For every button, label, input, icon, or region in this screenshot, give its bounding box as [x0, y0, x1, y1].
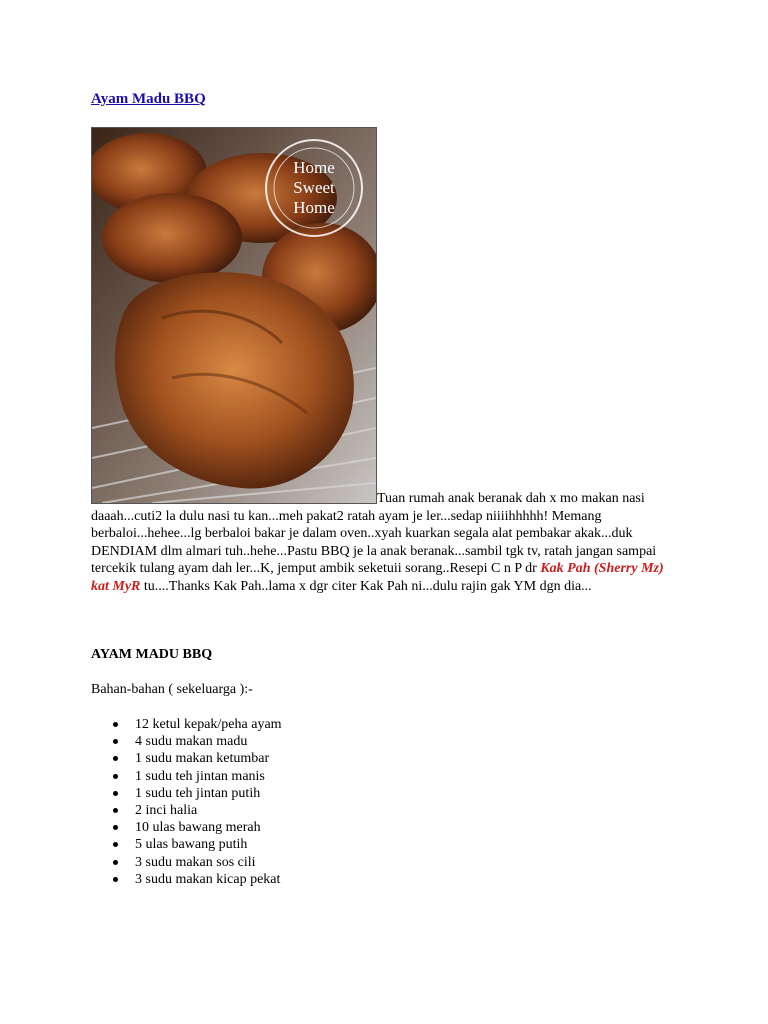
ingredients-list — [91, 716, 282, 888]
bbq-chicken-photo — [91, 127, 377, 504]
recipe-heading: AYAM MADU BBQ — [91, 647, 213, 662]
list-item: 12 ketul kepak/peha ayam — [91, 716, 282, 733]
intro-text-end: tu....Thanks Kak Pah..lama x dgr citer Kak Pah ni...dulu rajin gak YM dgn dia... — [140, 578, 592, 594]
bullet-icon — [113, 791, 118, 796]
list-item: 3 sudu makan sos cili — [91, 854, 282, 871]
intro-paragraph — [91, 490, 681, 596]
bullet-icon — [113, 739, 118, 744]
bullet-icon — [113, 825, 118, 830]
list-item: 1 sudu teh jintan manis — [91, 768, 282, 785]
watermark-line3: Home — [293, 198, 335, 217]
list-item: 3 sudu makan kicap pekat — [91, 871, 282, 888]
bullet-icon — [113, 756, 118, 761]
food-photo-icon — [92, 128, 376, 503]
bullet-icon — [113, 774, 118, 779]
bullet-icon — [113, 722, 118, 727]
list-item: 1 sudu teh jintan putih — [91, 785, 282, 802]
list-item: 4 sudu makan madu — [91, 733, 282, 750]
list-item: 2 inci halia — [91, 802, 282, 819]
bullet-icon — [113, 860, 118, 865]
list-item: 10 ulas bawang merah — [91, 819, 282, 836]
bullet-icon — [113, 877, 118, 882]
credit-highlight: Kak Pah (Sherry Mz) kat MyR — [91, 561, 664, 594]
list-item: 5 ulas bawang putih — [91, 836, 282, 853]
post-title-link[interactable]: Ayam Madu BBQ — [91, 91, 206, 107]
intro-text: Tuan rumah anak beranak dah x mo makan nasi daaah...cuti2 la dulu nasi tu kan...meh pakat2 ratah ayam je ler...sedap niiiihhhhh! Memang berbaloi...hehee...lg berbaloi bakar je dalam oven..xyah kuarkan segala alat pembakar akak...duk DENDIAM dlm almari tuh..hehe...Pastu BBQ je la anak beranak...sambil tgk tv, ratah jangan sampai tercekik tulang ayam dah ler...K, jemput ambik seketuii sorang..Resepi C n P dr — [91, 491, 657, 577]
list-item: 1 sudu makan ketumbar — [91, 750, 282, 767]
bullet-icon — [113, 808, 118, 813]
watermark-line2: Sweet — [293, 178, 335, 197]
watermark-line1: Home — [293, 158, 335, 177]
bullet-icon — [113, 842, 118, 847]
ingredients-label: Bahan-bahan ( sekeluarga ):- — [91, 682, 253, 697]
